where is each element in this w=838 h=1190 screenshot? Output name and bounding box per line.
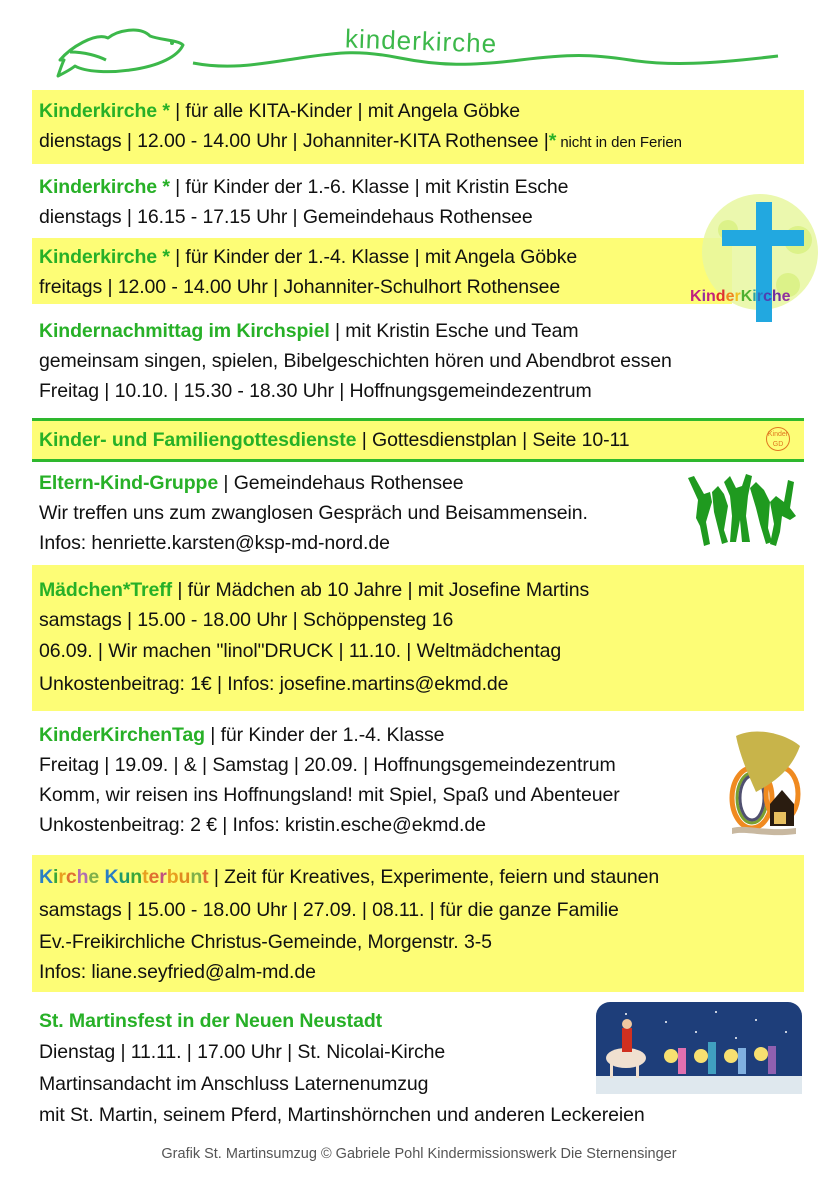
asterisk-note-marker: *	[548, 130, 557, 152]
jumping-people-icon	[684, 472, 798, 552]
section-text: | für Kinder der 1.-4. Klasse | mit Angela Göbke	[169, 246, 578, 268]
section-text: freitags | 12.00 - 14.00 Uhr | Johanniter-Schulhort Rothensee	[39, 276, 561, 298]
section-title: Eltern-Kind-Gruppe	[39, 472, 219, 494]
section-title: KinderKirchenTag	[39, 724, 205, 746]
section-title: Kinderkirche *	[39, 246, 170, 268]
section-text: samstags | 15.00 - 18.00 Uhr | 27.09. | 08.11. | für die ganze Familie	[39, 899, 619, 921]
section-text: Freitag | 19.09. | & | Samstag | 20.09. | Hoffnungsgemeindezentrum	[39, 754, 616, 776]
section-text: | Zeit für Kreatives, Experimente, feiern und staunen	[208, 866, 660, 888]
kinder-gd-badge-icon: Kinder GD	[766, 427, 790, 451]
section-text: dienstags | 16.15 - 17.15 Uhr | Gemeindehaus Rothensee	[39, 206, 533, 228]
email-link[interactable]: Unkostenbeitrag: 1€ | Infos: josefine.martins@ekmd.de	[39, 673, 509, 695]
section-text: Dienstag | 11.11. | 17.00 Uhr | St. Nicolai-Kirche	[39, 1041, 446, 1063]
email-link[interactable]: Infos: henriette.karsten@ksp-md-nord.de	[39, 532, 390, 554]
section-kinderkirchentag	[32, 720, 804, 850]
email-link[interactable]: Infos: liane.seyfried@alm-md.de	[39, 961, 316, 983]
section-text: Ev.-Freikirchliche Christus-Gemeinde, Morgenstr. 3-5	[39, 931, 492, 953]
hoffnungsland-logo-image	[726, 728, 804, 838]
section-text: | für Kinder der 1.-4. Klasse	[204, 724, 445, 746]
section-text: gemeinsam singen, spielen, Bibelgeschichten hören und Abendbrot essen	[39, 350, 672, 372]
section-text: | mit Kristin Esche und Team	[329, 320, 579, 342]
section-text: | für Kinder der 1.-6. Klasse | mit Kristin Esche	[169, 176, 569, 198]
green-divider-bottom	[32, 459, 804, 462]
section-text: samstags | 15.00 - 18.00 Uhr | Schöppensteg 16	[39, 609, 454, 631]
section-text: Wir treffen uns zum zwanglosen Gespräch und Beisammensein.	[39, 502, 588, 524]
section-text: mit St. Martin, seinem Pferd, Martinshörnchen und anderen Leckereien	[39, 1104, 645, 1126]
section-title: Kinderkirche *	[39, 176, 170, 198]
ginkgo-rainbow-house-icon	[726, 728, 804, 838]
section-title: Kinderkirche *	[39, 100, 170, 122]
image-credit: Grafik St. Martinsumzug © Gabriele Pohl Kindermissionswerk Die Sternensinger	[161, 1146, 677, 1162]
st-martin-procession-image	[596, 1002, 802, 1094]
header-title: kinderkirche	[344, 23, 498, 59]
section-title: Kindernachmittag im Kirchspiel	[39, 320, 330, 342]
section-text: | für alle KITA-Kinder | mit Angela Göbke	[169, 100, 521, 122]
section-title: Kinder- und Familiengottesdienste	[39, 429, 357, 451]
section-title: Mädchen*Treff	[39, 579, 173, 601]
kinderkirche-logo-text: KinderKirche	[690, 288, 791, 305]
section-text: Freitag | 10.10. | 15.30 - 18.30 Uhr | Hoffnungsgemeindezentrum	[39, 380, 592, 402]
section-maedchen-treff	[32, 565, 804, 711]
section-kirche-kunterbunt	[32, 855, 804, 992]
section-title-colorful: Kirche Kunterbunt	[39, 866, 209, 888]
section-text: Komm, wir reisen ins Hoffnungsland! mit Spiel, Spaß und Abenteuer	[39, 784, 620, 806]
section-text: | für Mädchen ab 10 Jahre | mit Josefine Martins	[172, 579, 590, 601]
section-text: | Gemeindehaus Rothensee	[218, 472, 464, 494]
email-link[interactable]: Unkostenbeitrag: 2 € | Infos: kristin.esche@ekmd.de	[39, 814, 486, 836]
section-familiengottesdienste	[32, 421, 804, 459]
section-text: 06.09. | Wir machen "linol"DRUCK | 11.10. | Weltmädchentag	[39, 640, 562, 662]
page-header	[0, 0, 838, 88]
section-kinderkirche-kita	[32, 90, 804, 164]
kinderkirche-logo-image	[688, 190, 828, 325]
section-kindernachmittag	[32, 316, 804, 412]
section-text: dienstags | 12.00 - 14.00 Uhr | Johanniter-KITA Rothensee |	[39, 130, 549, 152]
lantern-procession-icon	[596, 1002, 802, 1094]
footnote-text: nicht in den Ferien	[556, 134, 682, 151]
section-text: Martinsandacht im Anschluss Laternenumzug	[39, 1073, 429, 1095]
section-title: St. Martinsfest in der Neuen Neustadt	[39, 1010, 383, 1032]
section-kinderkirche-1-4	[32, 238, 732, 304]
section-text: | Gottesdienstplan | Seite 10-11	[356, 429, 630, 451]
